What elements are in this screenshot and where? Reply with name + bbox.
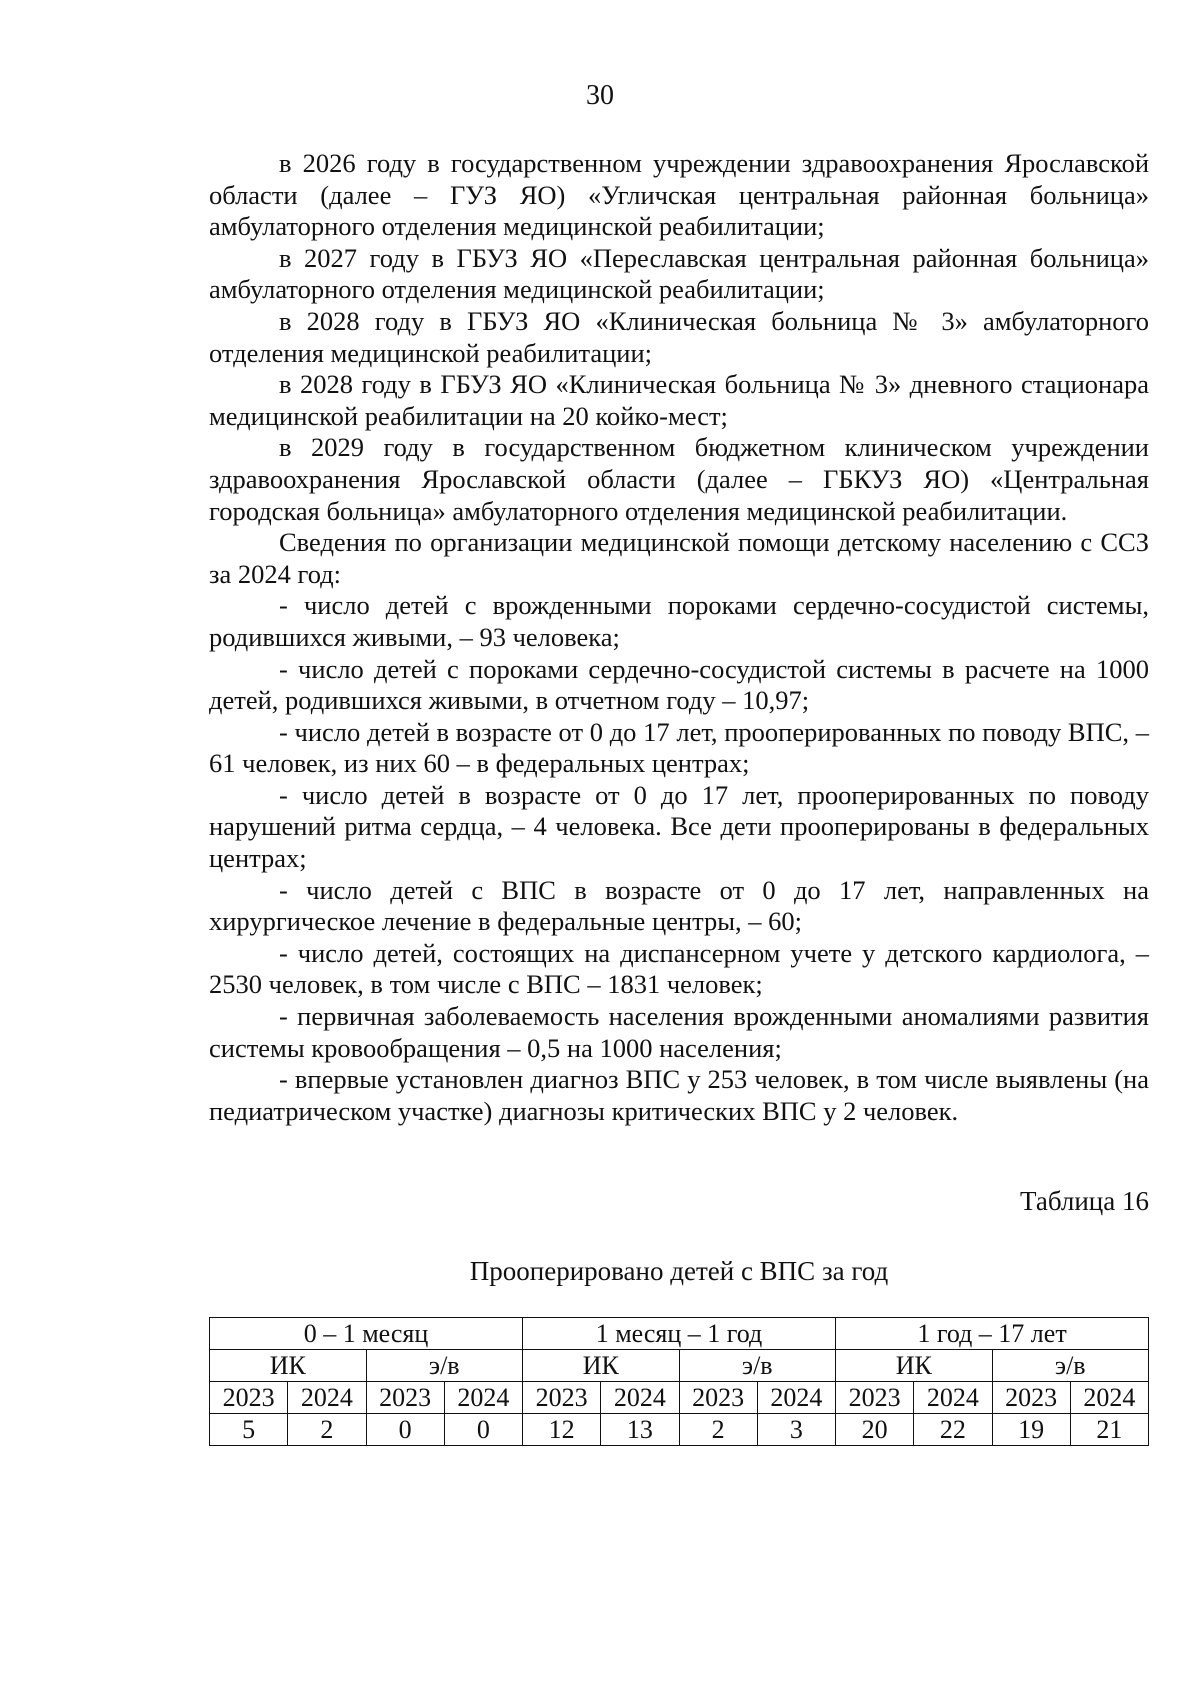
list-item: - число детей с ВПС в возрасте от 0 до 17 лет, направленных на хирургическое лечение в федеральные центры, – 60; <box>209 874 1149 937</box>
paragraph: в 2027 году в ГБУЗ ЯО «Переславская центральная районная больница» амбулаторного отделения медицинской реабилитации; <box>209 242 1149 305</box>
year-header: 2023 <box>679 1382 757 1414</box>
table-row-subgroups <box>210 1350 1149 1382</box>
year-header: 2024 <box>444 1382 522 1414</box>
table-row-years <box>210 1382 1149 1414</box>
paragraph: в 2029 году в государственном бюджетном клиническом учреждении здравоохранения Ярославской области (далее – ГБКУЗ ЯО) «Центральная городская больница» амбулаторного отделения медицинской реабилитации. <box>209 432 1149 526</box>
year-header: 2024 <box>914 1382 992 1414</box>
paragraph: в 2028 году в ГБУЗ ЯО «Клиническая больница № 3» дневного стационара медицинской реабилитации на 20 койко-мест; <box>209 369 1149 431</box>
subgroup-header: ИК <box>523 1350 680 1382</box>
body-text <box>209 148 1149 1127</box>
table-cell: 0 <box>444 1414 522 1446</box>
table-cell: 3 <box>757 1414 835 1446</box>
page-number: 30 <box>586 80 614 111</box>
paragraph: Сведения по организации медицинской помощи детскому населению с ССЗ за 2024 год: <box>209 527 1149 589</box>
year-header: 2024 <box>288 1382 366 1414</box>
age-group-header: 1 месяц – 1 год <box>523 1318 836 1350</box>
list-item: - впервые установлен диагноз ВПС у 253 человек, в том числе выявлены (на педиатрическом участке) диагнозы критических ВПС у 2 человек. <box>209 1064 1149 1126</box>
year-header: 2023 <box>992 1382 1070 1414</box>
year-header: 2023 <box>210 1382 288 1414</box>
table-row-age-groups <box>210 1318 1149 1350</box>
list-item: - число детей в возрасте от 0 до 17 лет, прооперированных по поводу ВПС, – 61 человек, из них 60 – в федеральных центрах; <box>209 716 1149 779</box>
list-item: - число детей, состоящих на диспансерном учете у детского кардиолога, – 2530 человек, в том числе с ВПС – 1831 человек; <box>209 937 1149 1000</box>
year-header: 2023 <box>836 1382 914 1414</box>
list-item: - число детей с врожденными пороками сердечно-сосудистой системы, родившихся живыми, – 93 человека; <box>209 590 1149 652</box>
table-cell: 13 <box>601 1414 679 1446</box>
table-row-values <box>210 1414 1149 1446</box>
year-header: 2023 <box>366 1382 444 1414</box>
subgroup-header: ИК <box>210 1350 367 1382</box>
subgroup-header: ИК <box>836 1350 993 1382</box>
subgroup-header: э/в <box>366 1350 523 1382</box>
age-group-header: 0 – 1 месяц <box>210 1318 523 1350</box>
age-group-header: 1 год – 17 лет <box>836 1318 1149 1350</box>
table-cell: 5 <box>210 1414 288 1446</box>
table-cell: 12 <box>523 1414 601 1446</box>
year-header: 2024 <box>1070 1382 1148 1414</box>
table-cell: 21 <box>1070 1414 1148 1446</box>
table-cell: 22 <box>914 1414 992 1446</box>
list-item: - число детей с пороками сердечно-сосудистой системы в расчете на 1000 детей, родившихся живыми, в отчетном году – 10,97; <box>209 653 1149 716</box>
table-cell: 0 <box>366 1414 444 1446</box>
year-header: 2024 <box>757 1382 835 1414</box>
table-cell: 2 <box>288 1414 366 1446</box>
list-item: - число детей в возрасте от 0 до 17 лет, прооперированных по поводу нарушений ритма сердца, – 4 человека. Все дети прооперированы в федеральных центрах; <box>209 779 1149 874</box>
year-header: 2024 <box>601 1382 679 1414</box>
table-title: Прооперировано детей с ВПС за год <box>469 1256 889 1286</box>
table-caption: Таблица 16 <box>1020 1186 1149 1216</box>
paragraph: в 2028 году в ГБУЗ ЯО «Клиническая больница № 3» амбулаторного отделения медицинской реабилитации; <box>209 305 1149 368</box>
list-item: - первичная заболеваемость населения врожденными аномалиями развития системы кровообращения – 0,5 на 1000 населения; <box>209 1001 1149 1063</box>
subgroup-header: э/в <box>679 1350 836 1382</box>
subgroup-header: э/в <box>992 1350 1149 1382</box>
table-cell: 19 <box>992 1414 1070 1446</box>
table-cell: 20 <box>836 1414 914 1446</box>
year-header: 2023 <box>523 1382 601 1414</box>
surgery-table <box>209 1317 1149 1446</box>
paragraph: в 2026 году в государственном учреждении здравоохранения Ярославской области (далее – ГУЗ ЯО) «Угличская центральная районная больница» амбулаторного отделения медицинской реабилитации; <box>209 148 1149 242</box>
table-cell: 2 <box>679 1414 757 1446</box>
